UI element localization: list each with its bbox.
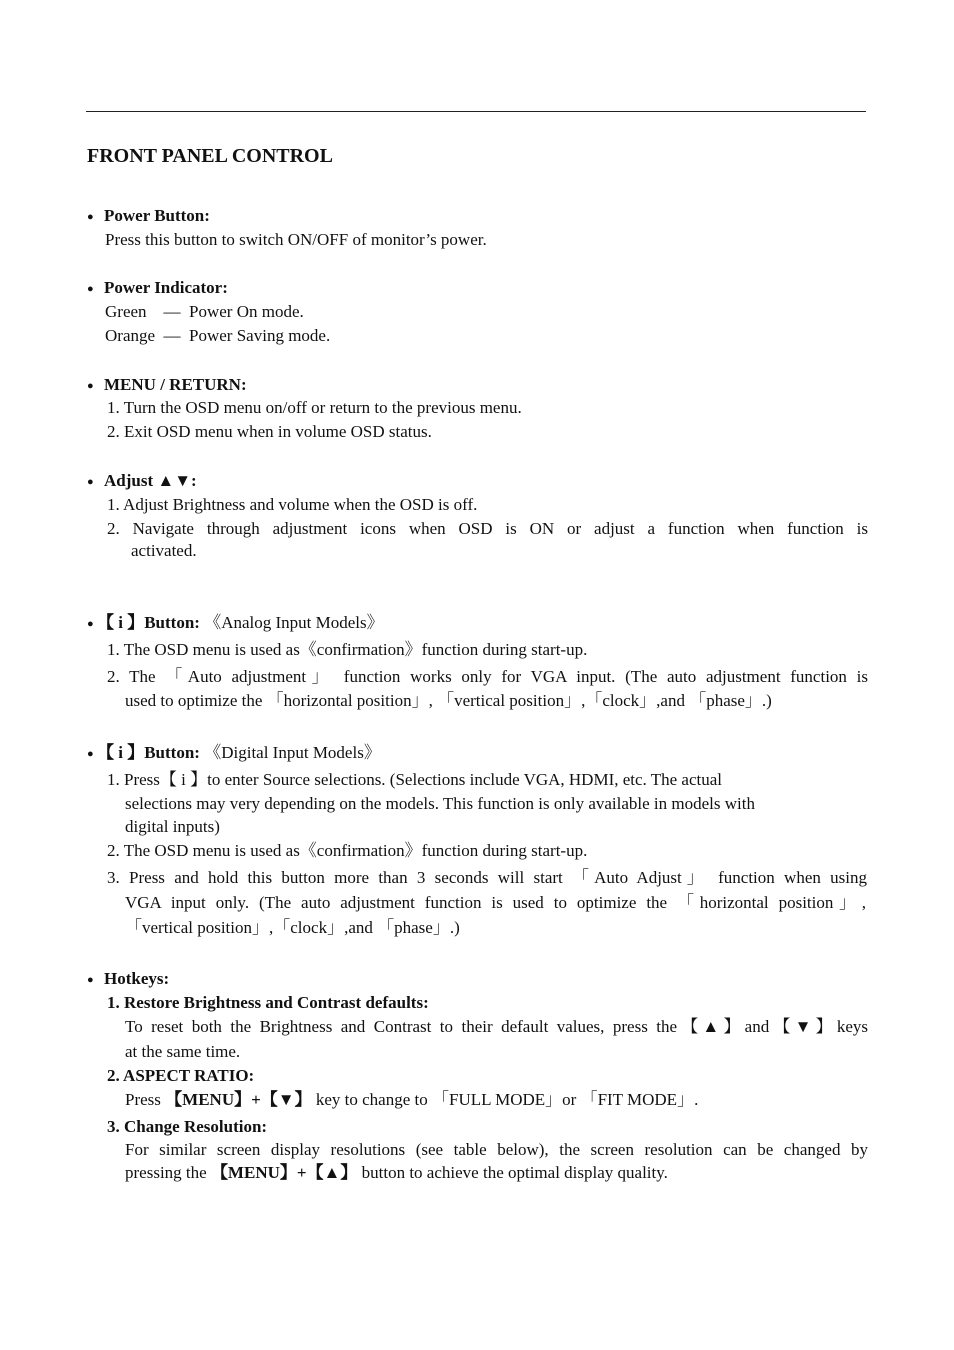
analog-heading-key: 【 i 】Button: <box>97 613 200 632</box>
analog-item-2-cont: used to optimize the 「horizontal position」, 「vertical position」,「clock」,and 「phase」.) <box>125 691 772 710</box>
hotkey-3-desc-cont <box>125 1163 668 1183</box>
power-indicator-green: Green — Power On mode. <box>105 302 304 321</box>
bullet-icon: ● <box>87 618 94 630</box>
hotkey-1-desc: To reset both the Brightness and Contrast to their default values, press the【▲】and【▼】keys <box>125 1017 868 1036</box>
hotkey-2-title: 2. ASPECT RATIO: <box>107 1066 255 1085</box>
bullet-icon: ● <box>87 748 94 760</box>
menu-return-heading: MENU / RETURN: <box>104 375 247 394</box>
page-title: FRONT PANEL CONTROL <box>87 145 333 167</box>
hotkey-2-keys: 【MENU】+【▼】 <box>165 1090 312 1109</box>
hotkey-3-desc-pre: pressing the <box>125 1163 207 1182</box>
digital-item-3-cont-a: VGA input only. (The auto adjustment function is used to optimize the 「horizontal position」, <box>125 893 866 912</box>
bullet-icon: ● <box>87 476 94 488</box>
digital-item-1-cont-a: selections may very depending on the models. This function is only available in models with <box>125 794 755 813</box>
hotkey-2-desc <box>125 1090 698 1110</box>
bullet-icon: ● <box>87 211 94 223</box>
hotkey-1-title: 1. Restore Brightness and Contrast defaults: <box>107 993 429 1012</box>
power-indicator-heading: Power Indicator: <box>104 278 228 297</box>
bullet-icon: ● <box>87 283 94 295</box>
analog-heading-models: 《Analog Input Models》 <box>204 613 384 632</box>
hotkey-2-desc-post: key to change to 「FULL MODE」or 「FIT MODE」. <box>315 1090 699 1109</box>
digital-item-3-cont-b: 「vertical position」,「clock」,and 「phase」.) <box>125 918 460 937</box>
digital-item-1-cont-b: digital inputs) <box>125 817 220 836</box>
bullet-icon: ● <box>87 380 94 392</box>
adjust-item-1: 1. Adjust Brightness and volume when the OSD is off. <box>107 495 478 514</box>
digital-item-3: 3. Press and hold this button more than 3 seconds will start 「Auto Adjust」 function when using <box>107 868 867 887</box>
hotkey-1-desc-cont: at the same time. <box>125 1042 241 1061</box>
digital-heading-key: 【 i 】Button: <box>97 743 200 762</box>
hotkey-3-title: 3. Change Resolution: <box>107 1117 268 1136</box>
header-rule <box>86 111 866 112</box>
digital-heading-models: 《Digital Input Models》 <box>204 743 381 762</box>
digital-item-2: 2. The OSD menu is used as《confirmation》function during start-up. <box>107 841 588 860</box>
analog-item-2: 2. The 「Auto adjustment」 function works only for VGA input. (The auto adjustment function is <box>107 667 868 686</box>
power-button-heading: Power Button: <box>104 206 210 225</box>
hotkey-3-keys: 【MENU】+【▲】 <box>210 1163 358 1182</box>
power-indicator-orange: Orange — Power Saving mode. <box>105 326 331 345</box>
power-button-desc: Press this button to switch ON/OFF of monitor’s power. <box>105 230 487 249</box>
adjust-item-2-cont: activated. <box>131 541 197 560</box>
hotkey-3-desc: For similar screen display resolutions (see table below), the screen resolution can be changed by <box>125 1140 868 1159</box>
hotkeys-heading: Hotkeys: <box>104 969 170 988</box>
hotkey-2-desc-pre: Press <box>125 1090 161 1109</box>
analog-item-1: 1. The OSD menu is used as《confirmation》function during start-up. <box>107 640 588 659</box>
digital-item-1: 1. Press【 i 】to enter Source selections. (Selections include VGA, HDMI, etc. The actual <box>107 770 723 789</box>
analog-heading <box>97 613 384 633</box>
adjust-heading: Adjust ▲▼: <box>104 471 197 490</box>
digital-heading <box>97 743 381 763</box>
adjust-item-2: 2. Navigate through adjustment icons when OSD is ON or adjust a function when function is <box>107 519 868 538</box>
menu-return-item-2: 2. Exit OSD menu when in volume OSD status. <box>107 422 432 441</box>
bullet-icon: ● <box>87 974 94 986</box>
menu-return-item-1: 1. Turn the OSD menu on/off or return to the previous menu. <box>107 398 522 417</box>
hotkey-3-desc-post: button to achieve the optimal display quality. <box>361 1163 668 1182</box>
